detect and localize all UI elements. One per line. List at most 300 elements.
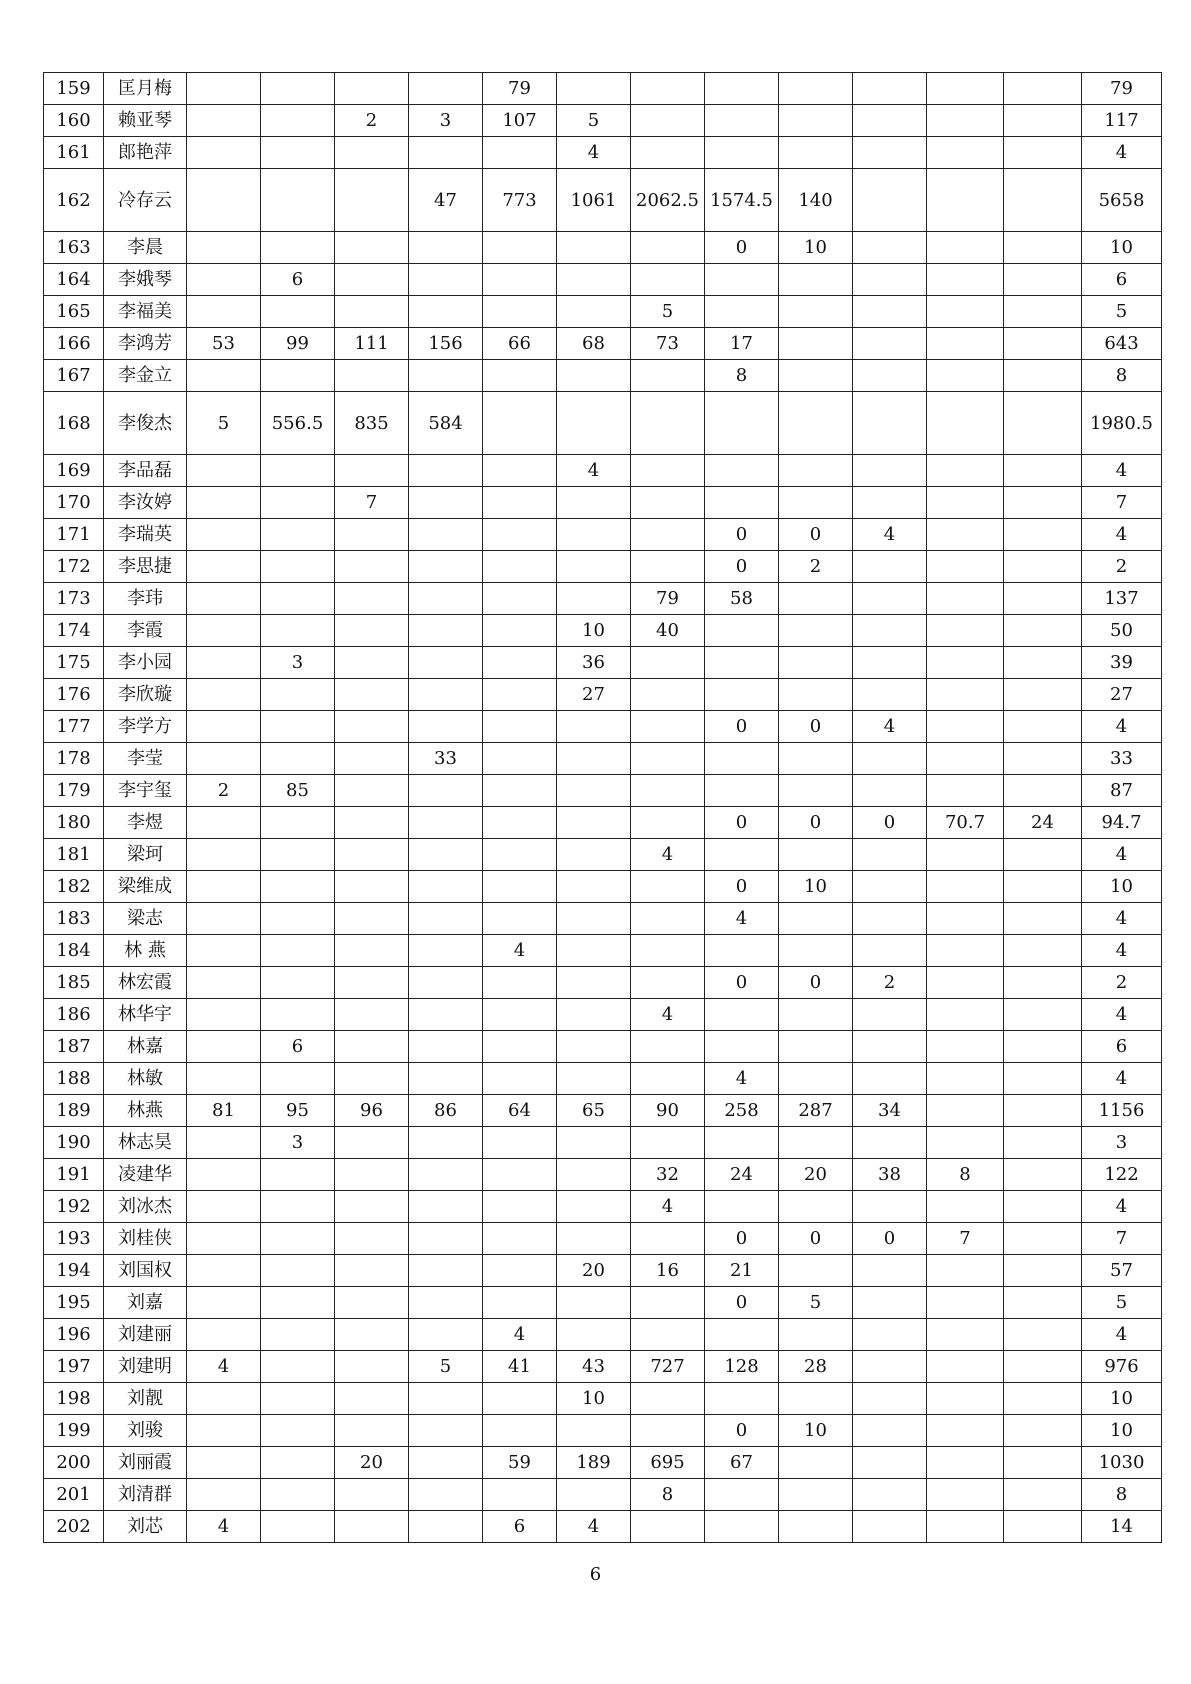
value-cell xyxy=(261,455,335,487)
value-cell xyxy=(557,1127,631,1159)
value-cell xyxy=(927,1351,1004,1383)
name-cell: 林华宇 xyxy=(104,999,187,1031)
value-cell: 4 xyxy=(557,1511,631,1543)
value-cell xyxy=(261,1063,335,1095)
value-cell xyxy=(409,1191,483,1223)
value-cell xyxy=(483,360,557,392)
value-cell: 3 xyxy=(261,1127,335,1159)
value-cell: 4 xyxy=(705,1063,779,1095)
value-cell xyxy=(1004,935,1082,967)
value-cell xyxy=(187,743,261,775)
value-cell xyxy=(261,903,335,935)
value-cell xyxy=(779,1063,853,1095)
value-cell xyxy=(779,1127,853,1159)
value-cell xyxy=(335,871,409,903)
value-cell xyxy=(335,935,409,967)
row-number-cell: 185 xyxy=(44,967,104,999)
table-row xyxy=(44,1511,1162,1543)
value-cell xyxy=(557,935,631,967)
value-cell xyxy=(853,1127,927,1159)
value-cell xyxy=(631,551,705,583)
value-cell xyxy=(409,1127,483,1159)
value-cell xyxy=(261,807,335,839)
value-cell: 4 xyxy=(853,519,927,551)
name-cell: 冷存云 xyxy=(104,169,187,232)
value-cell: 4 xyxy=(705,903,779,935)
value-cell xyxy=(557,1479,631,1511)
value-cell xyxy=(853,137,927,169)
value-cell: 41 xyxy=(483,1351,557,1383)
value-cell: 0 xyxy=(779,807,853,839)
value-cell: 0 xyxy=(779,519,853,551)
value-cell xyxy=(779,360,853,392)
value-cell xyxy=(261,1255,335,1287)
value-cell xyxy=(409,647,483,679)
value-cell: 2 xyxy=(779,551,853,583)
table-row xyxy=(44,1287,1162,1319)
name-cell: 李欣璇 xyxy=(104,679,187,711)
value-cell xyxy=(261,1287,335,1319)
value-cell: 65 xyxy=(557,1095,631,1127)
value-cell: 258 xyxy=(705,1095,779,1127)
value-cell xyxy=(409,679,483,711)
value-cell: 59 xyxy=(483,1447,557,1479)
value-cell xyxy=(409,1255,483,1287)
value-cell xyxy=(483,1479,557,1511)
table-row xyxy=(44,296,1162,328)
value-cell xyxy=(557,1319,631,1351)
value-cell xyxy=(261,1447,335,1479)
value-cell xyxy=(927,999,1004,1031)
table-row xyxy=(44,1447,1162,1479)
value-cell xyxy=(853,1031,927,1063)
table-row xyxy=(44,1223,1162,1255)
value-cell: 73 xyxy=(631,328,705,360)
row-number-cell: 190 xyxy=(44,1127,104,1159)
value-cell xyxy=(409,73,483,105)
total-cell: 4 xyxy=(1082,455,1162,487)
value-cell xyxy=(779,328,853,360)
value-cell xyxy=(1004,392,1082,455)
row-number-cell: 166 xyxy=(44,328,104,360)
row-number-cell: 186 xyxy=(44,999,104,1031)
total-cell: 1156 xyxy=(1082,1095,1162,1127)
value-cell xyxy=(483,807,557,839)
value-cell xyxy=(1004,487,1082,519)
value-cell xyxy=(261,711,335,743)
value-cell xyxy=(631,1415,705,1447)
table-row xyxy=(44,1255,1162,1287)
name-cell: 李娥琴 xyxy=(104,264,187,296)
value-cell xyxy=(261,1415,335,1447)
value-cell xyxy=(409,583,483,615)
table-row xyxy=(44,999,1162,1031)
total-cell: 4 xyxy=(1082,1319,1162,1351)
value-cell xyxy=(631,1319,705,1351)
value-cell xyxy=(557,999,631,1031)
name-cell: 刘国权 xyxy=(104,1255,187,1287)
value-cell: 70.7 xyxy=(927,807,1004,839)
value-cell: 0 xyxy=(705,807,779,839)
value-cell xyxy=(927,1127,1004,1159)
total-cell: 50 xyxy=(1082,615,1162,647)
row-number-cell: 202 xyxy=(44,1511,104,1543)
value-cell xyxy=(779,615,853,647)
value-cell: 4 xyxy=(557,455,631,487)
value-cell xyxy=(335,679,409,711)
value-cell xyxy=(927,392,1004,455)
total-cell: 79 xyxy=(1082,73,1162,105)
value-cell xyxy=(335,296,409,328)
row-number-cell: 172 xyxy=(44,551,104,583)
value-cell xyxy=(927,1319,1004,1351)
value-cell: 67 xyxy=(705,1447,779,1479)
total-cell: 39 xyxy=(1082,647,1162,679)
value-cell xyxy=(853,1447,927,1479)
value-cell: 0 xyxy=(705,711,779,743)
name-cell: 李福美 xyxy=(104,296,187,328)
value-cell xyxy=(853,1255,927,1287)
name-cell: 刘嘉 xyxy=(104,1287,187,1319)
value-cell xyxy=(927,583,1004,615)
name-cell: 林敏 xyxy=(104,1063,187,1095)
value-cell xyxy=(1004,743,1082,775)
value-cell xyxy=(853,1383,927,1415)
value-cell xyxy=(779,1511,853,1543)
value-cell xyxy=(927,1255,1004,1287)
value-cell xyxy=(1004,679,1082,711)
table-row xyxy=(44,137,1162,169)
value-cell xyxy=(705,647,779,679)
value-cell xyxy=(853,679,927,711)
value-cell xyxy=(187,169,261,232)
value-cell xyxy=(779,743,853,775)
total-cell: 14 xyxy=(1082,1511,1162,1543)
value-cell: 156 xyxy=(409,328,483,360)
value-cell xyxy=(483,1383,557,1415)
value-cell xyxy=(557,583,631,615)
value-cell xyxy=(631,1031,705,1063)
value-cell xyxy=(409,967,483,999)
row-number-cell: 167 xyxy=(44,360,104,392)
table-row xyxy=(44,519,1162,551)
value-cell xyxy=(261,583,335,615)
total-cell: 10 xyxy=(1082,232,1162,264)
value-cell xyxy=(853,935,927,967)
value-cell: 287 xyxy=(779,1095,853,1127)
value-cell xyxy=(779,647,853,679)
value-cell xyxy=(187,839,261,871)
value-cell xyxy=(261,137,335,169)
value-cell: 0 xyxy=(705,1287,779,1319)
value-cell xyxy=(853,328,927,360)
value-cell xyxy=(557,73,631,105)
value-cell: 20 xyxy=(335,1447,409,1479)
value-cell xyxy=(409,296,483,328)
table-row xyxy=(44,1319,1162,1351)
value-cell xyxy=(187,679,261,711)
total-cell: 4 xyxy=(1082,999,1162,1031)
value-cell xyxy=(335,519,409,551)
value-cell xyxy=(705,743,779,775)
value-cell: 2 xyxy=(187,775,261,807)
total-cell: 122 xyxy=(1082,1159,1162,1191)
row-number-cell: 169 xyxy=(44,455,104,487)
value-cell xyxy=(187,232,261,264)
total-cell: 5 xyxy=(1082,1287,1162,1319)
value-cell xyxy=(927,73,1004,105)
value-cell: 3 xyxy=(261,647,335,679)
value-cell: 85 xyxy=(261,775,335,807)
value-cell xyxy=(853,264,927,296)
value-cell xyxy=(335,647,409,679)
value-cell xyxy=(853,1479,927,1511)
value-cell: 1061 xyxy=(557,169,631,232)
value-cell: 556.5 xyxy=(261,392,335,455)
value-cell xyxy=(187,615,261,647)
row-number-cell: 194 xyxy=(44,1255,104,1287)
value-cell xyxy=(335,169,409,232)
value-cell xyxy=(779,999,853,1031)
table-row xyxy=(44,328,1162,360)
value-cell xyxy=(335,360,409,392)
value-cell xyxy=(779,679,853,711)
value-cell xyxy=(1004,455,1082,487)
value-cell xyxy=(927,839,1004,871)
value-cell xyxy=(631,1063,705,1095)
value-cell xyxy=(261,615,335,647)
value-cell xyxy=(853,1287,927,1319)
value-cell xyxy=(853,647,927,679)
name-cell: 李俊杰 xyxy=(104,392,187,455)
value-cell xyxy=(335,711,409,743)
value-cell xyxy=(483,1191,557,1223)
total-cell: 4 xyxy=(1082,903,1162,935)
value-cell xyxy=(557,487,631,519)
value-cell: 47 xyxy=(409,169,483,232)
value-cell xyxy=(853,839,927,871)
value-cell xyxy=(927,743,1004,775)
value-cell xyxy=(779,1191,853,1223)
name-cell: 赖亚琴 xyxy=(104,105,187,137)
value-cell xyxy=(187,296,261,328)
value-cell xyxy=(631,743,705,775)
total-cell: 4 xyxy=(1082,1191,1162,1223)
table-row xyxy=(44,1159,1162,1191)
page-number: 6 xyxy=(589,1564,602,1585)
value-cell xyxy=(1004,1127,1082,1159)
value-cell xyxy=(705,999,779,1031)
value-cell: 584 xyxy=(409,392,483,455)
value-cell xyxy=(631,137,705,169)
value-cell xyxy=(631,1511,705,1543)
total-cell: 10 xyxy=(1082,1383,1162,1415)
value-cell: 2 xyxy=(853,967,927,999)
name-cell: 刘建丽 xyxy=(104,1319,187,1351)
value-cell: 107 xyxy=(483,105,557,137)
value-cell: 10 xyxy=(779,871,853,903)
value-cell xyxy=(409,999,483,1031)
value-cell xyxy=(631,455,705,487)
value-cell xyxy=(187,935,261,967)
name-cell: 林燕 xyxy=(104,1095,187,1127)
name-cell: 刘芯 xyxy=(104,1511,187,1543)
table-row xyxy=(44,807,1162,839)
row-number-cell: 193 xyxy=(44,1223,104,1255)
value-cell xyxy=(853,1511,927,1543)
value-cell xyxy=(557,903,631,935)
value-cell xyxy=(927,487,1004,519)
table-row xyxy=(44,73,1162,105)
value-cell xyxy=(631,903,705,935)
row-number-cell: 189 xyxy=(44,1095,104,1127)
name-cell: 李霞 xyxy=(104,615,187,647)
table-row xyxy=(44,935,1162,967)
value-cell: 28 xyxy=(779,1351,853,1383)
value-cell xyxy=(261,105,335,137)
value-cell: 0 xyxy=(779,711,853,743)
value-cell xyxy=(483,615,557,647)
data-table xyxy=(43,72,1162,1543)
value-cell xyxy=(631,360,705,392)
name-cell: 李品磊 xyxy=(104,455,187,487)
total-cell: 8 xyxy=(1082,360,1162,392)
value-cell xyxy=(927,1447,1004,1479)
value-cell xyxy=(409,1383,483,1415)
value-cell xyxy=(927,615,1004,647)
value-cell xyxy=(779,1319,853,1351)
value-cell xyxy=(409,1511,483,1543)
value-cell xyxy=(409,487,483,519)
value-cell: 4 xyxy=(483,1319,557,1351)
value-cell xyxy=(335,232,409,264)
name-cell: 林宏霞 xyxy=(104,967,187,999)
table-row xyxy=(44,169,1162,232)
value-cell xyxy=(335,615,409,647)
value-cell: 3 xyxy=(409,105,483,137)
value-cell xyxy=(187,487,261,519)
value-cell xyxy=(483,232,557,264)
value-cell xyxy=(187,105,261,137)
table-row xyxy=(44,105,1162,137)
total-cell: 4 xyxy=(1082,839,1162,871)
value-cell xyxy=(705,487,779,519)
value-cell xyxy=(483,1063,557,1095)
value-cell xyxy=(483,392,557,455)
value-cell xyxy=(483,679,557,711)
value-cell xyxy=(853,455,927,487)
value-cell xyxy=(631,392,705,455)
total-cell: 8 xyxy=(1082,1479,1162,1511)
value-cell xyxy=(853,903,927,935)
total-cell: 27 xyxy=(1082,679,1162,711)
row-number-cell: 183 xyxy=(44,903,104,935)
value-cell xyxy=(927,1287,1004,1319)
value-cell xyxy=(779,775,853,807)
value-cell: 0 xyxy=(705,967,779,999)
value-cell xyxy=(705,1383,779,1415)
total-cell: 57 xyxy=(1082,1255,1162,1287)
value-cell xyxy=(779,137,853,169)
value-cell: 5 xyxy=(779,1287,853,1319)
value-cell xyxy=(853,360,927,392)
row-number-cell: 177 xyxy=(44,711,104,743)
value-cell xyxy=(1004,296,1082,328)
value-cell xyxy=(631,105,705,137)
value-cell: 99 xyxy=(261,328,335,360)
table-row xyxy=(44,647,1162,679)
value-cell: 27 xyxy=(557,679,631,711)
value-cell xyxy=(927,1191,1004,1223)
value-cell: 96 xyxy=(335,1095,409,1127)
value-cell xyxy=(409,615,483,647)
value-cell xyxy=(1004,232,1082,264)
value-cell xyxy=(261,679,335,711)
value-cell xyxy=(335,839,409,871)
value-cell xyxy=(409,360,483,392)
value-cell: 6 xyxy=(261,1031,335,1063)
value-cell xyxy=(927,360,1004,392)
value-cell xyxy=(631,935,705,967)
table-row xyxy=(44,1127,1162,1159)
value-cell xyxy=(927,1031,1004,1063)
value-cell: 17 xyxy=(705,328,779,360)
value-cell: 4 xyxy=(631,1191,705,1223)
value-cell xyxy=(483,583,557,615)
name-cell: 李玮 xyxy=(104,583,187,615)
value-cell xyxy=(779,455,853,487)
value-cell xyxy=(927,775,1004,807)
name-cell: 刘桂侠 xyxy=(104,1223,187,1255)
value-cell: 68 xyxy=(557,328,631,360)
value-cell xyxy=(705,1031,779,1063)
value-cell xyxy=(557,264,631,296)
value-cell xyxy=(261,999,335,1031)
value-cell xyxy=(335,807,409,839)
name-cell: 李晨 xyxy=(104,232,187,264)
row-number-cell: 182 xyxy=(44,871,104,903)
value-cell xyxy=(927,1479,1004,1511)
value-cell xyxy=(483,839,557,871)
value-cell xyxy=(261,551,335,583)
value-cell xyxy=(927,1511,1004,1543)
value-cell xyxy=(557,360,631,392)
value-cell xyxy=(1004,967,1082,999)
value-cell xyxy=(261,1159,335,1191)
value-cell xyxy=(557,232,631,264)
value-cell xyxy=(631,679,705,711)
value-cell xyxy=(853,743,927,775)
value-cell xyxy=(779,105,853,137)
value-cell xyxy=(1004,1063,1082,1095)
value-cell xyxy=(705,455,779,487)
value-cell: 4 xyxy=(631,839,705,871)
value-cell: 8 xyxy=(631,1479,705,1511)
value-cell xyxy=(557,711,631,743)
value-cell xyxy=(187,967,261,999)
value-cell xyxy=(409,519,483,551)
value-cell xyxy=(409,1415,483,1447)
value-cell xyxy=(557,519,631,551)
total-cell: 1980.5 xyxy=(1082,392,1162,455)
value-cell: 0 xyxy=(779,1223,853,1255)
name-cell: 李思捷 xyxy=(104,551,187,583)
row-number-cell: 179 xyxy=(44,775,104,807)
row-number-cell: 168 xyxy=(44,392,104,455)
value-cell xyxy=(483,967,557,999)
value-cell: 4 xyxy=(483,935,557,967)
value-cell xyxy=(483,264,557,296)
